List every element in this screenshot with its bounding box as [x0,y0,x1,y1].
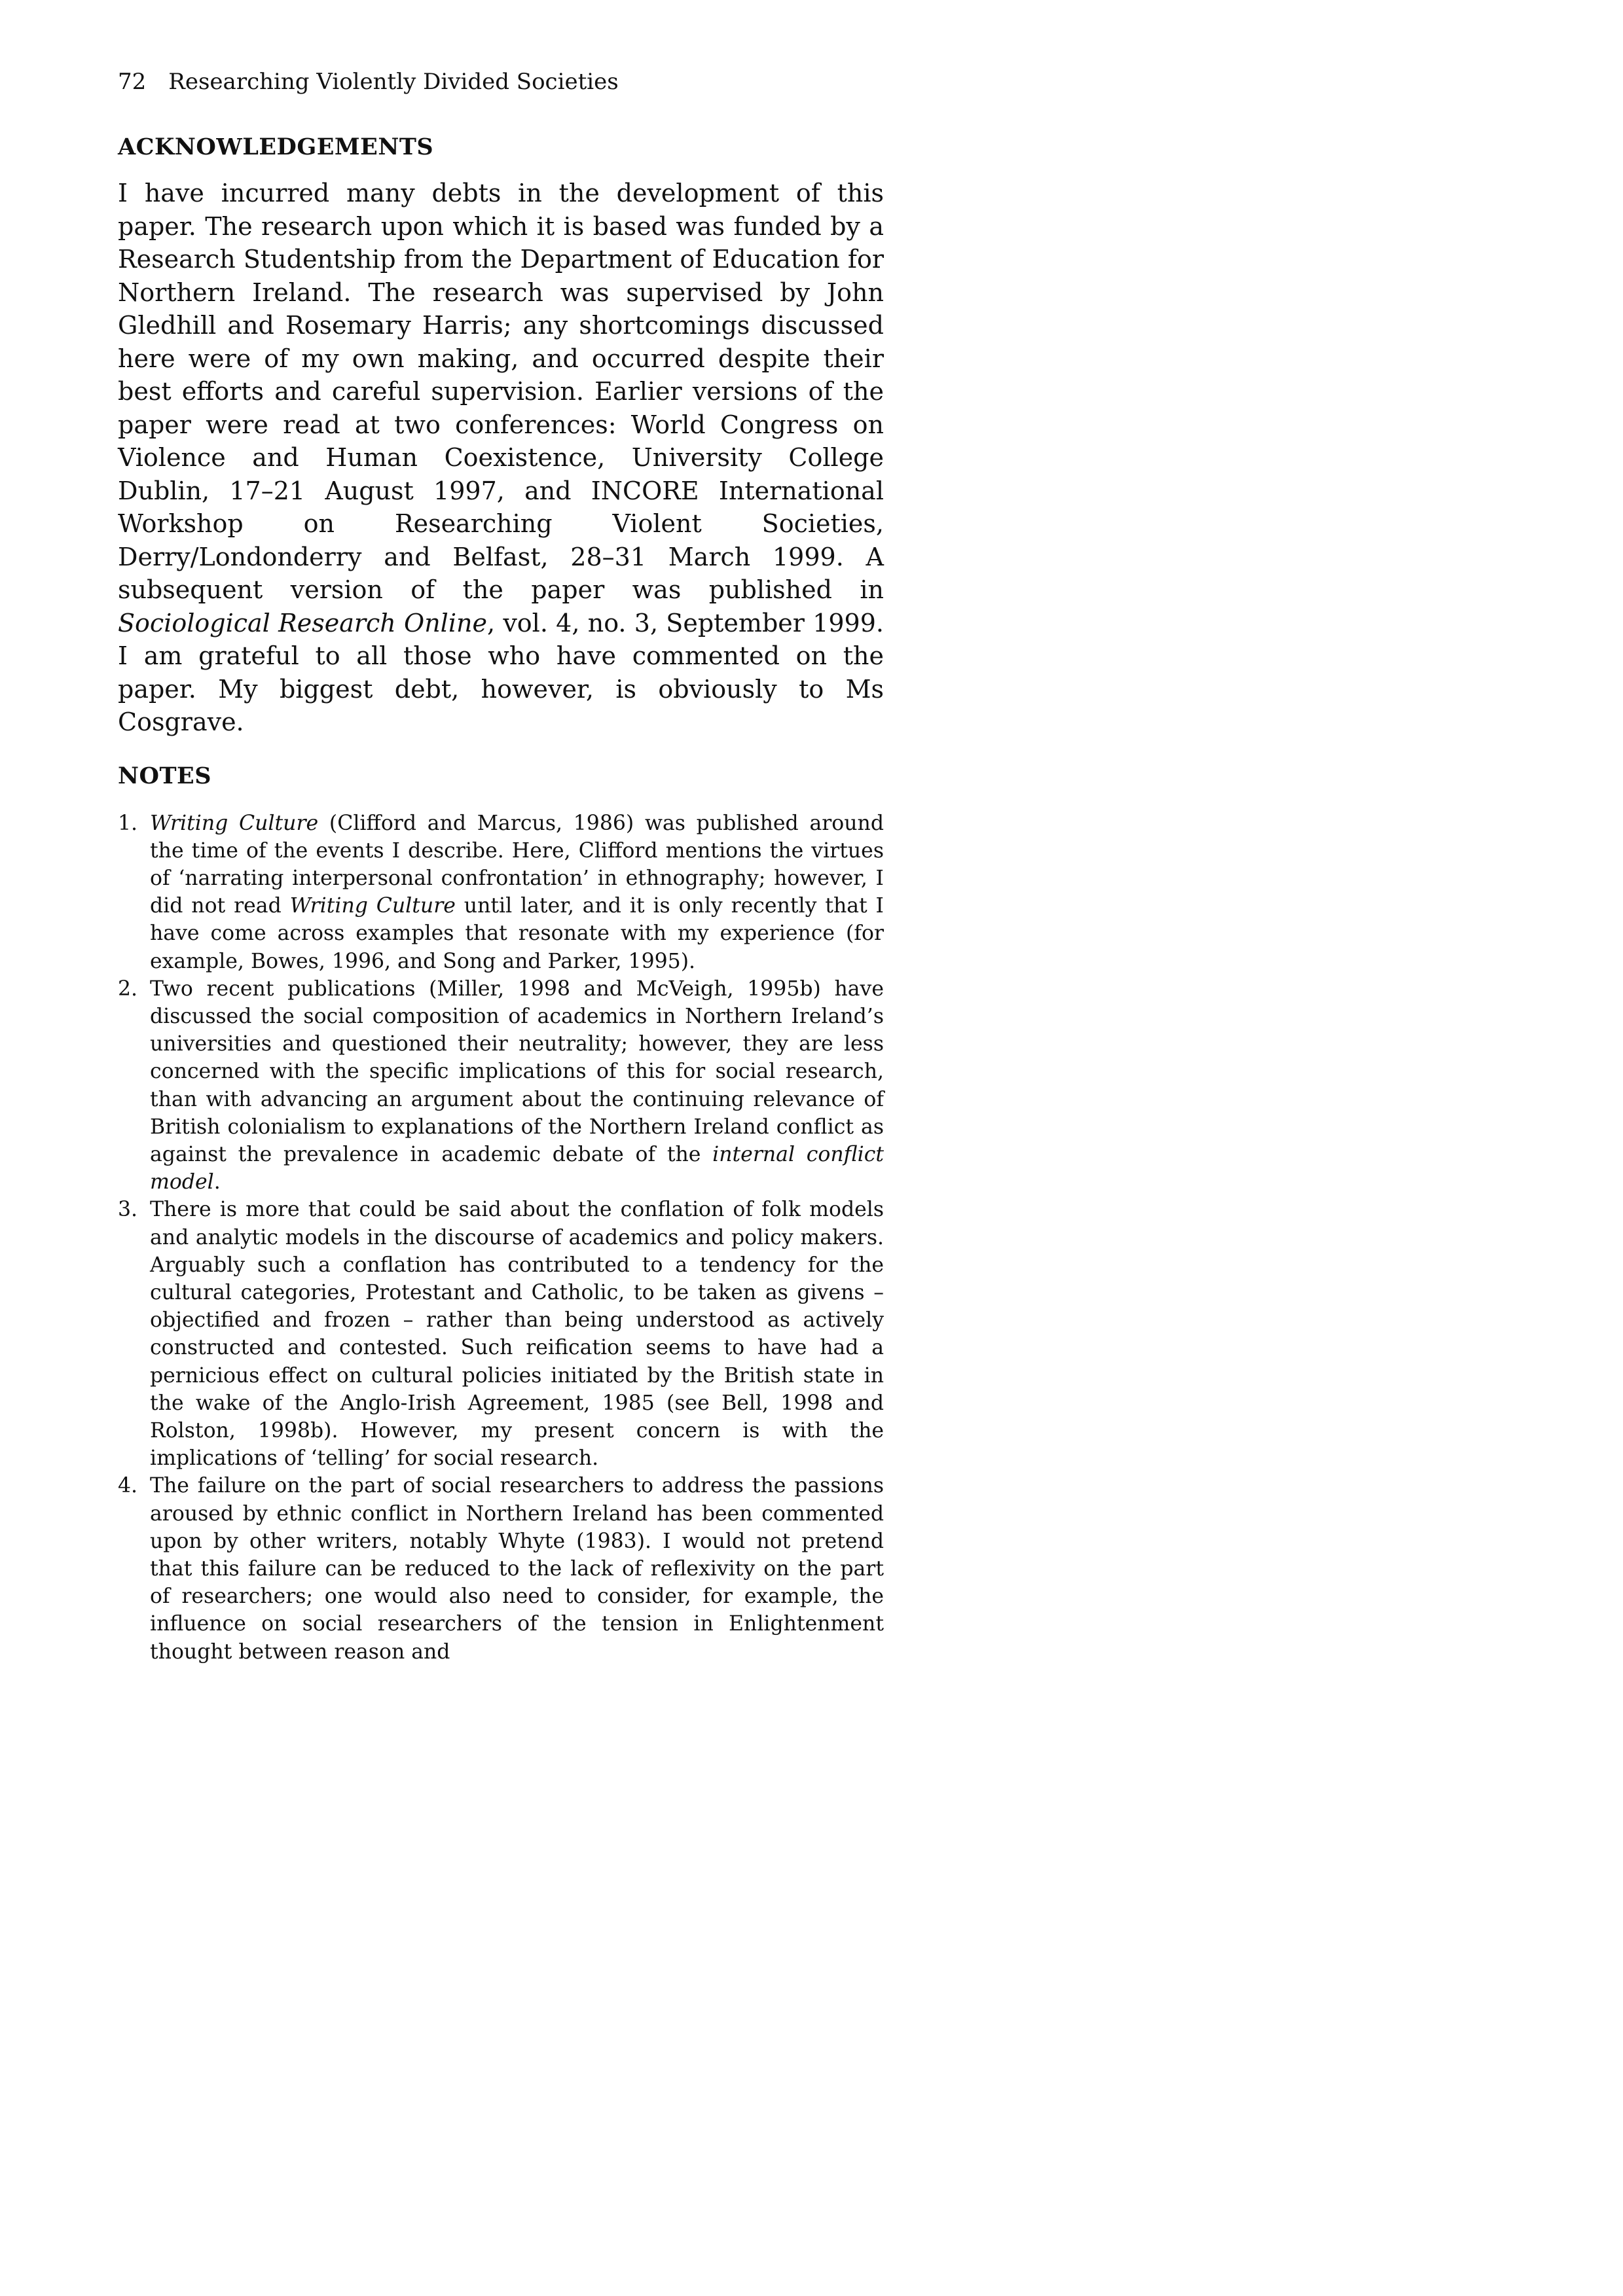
note-italic: internal conflict model [150,1142,884,1194]
page-number: 72 [118,69,147,95]
note-text: The failure on the part of social researchers to address the passions aroused by ethnic conflict in Northern Ireland has been commented upon by other writers, notably Whyte (1983). I would not pretend that this failure can be reduced to the lack of reflexivity on the part of researchers; one would also need to consider, for example, the influence on social researchers of the tension in Enlightenment thought between reason and [150,1474,884,1664]
running-head-title: Researching Violently Divided Societies [168,69,619,95]
note-text: until later, and it is only recently that I have come across examples that resonate with my experience (for example, Bowes, 1996, and Song and Parker, 1995). [150,894,884,973]
note-number: 2. [118,977,138,1001]
note-number: 3. [118,1198,138,1222]
note-3 [118,1196,884,1472]
acknowledgements-heading: ACKNOWLEDGEMENTS [118,134,434,160]
ack-text-1: I have incurred many debts in the development of this paper. The research upon which it is based was funded by a Research Studentship from the Department of Education for Northern Ireland. The research was supervised by John Gledhill and Rosemary Harris; any shortcomings discussed here were of my own making, and occurred despite their best efforts and careful supervision. Earlier versions of the paper were read at two conferences: World Congress on Violence and Human Coexistence, University College Dublin, 17–21 August 1997, and INCORE International Workshop on Researching Violent Societies, Derry/Londonderry and Belfast, 28–31 March 1999. A subsequent version of the paper was published in [118,179,884,604]
note-2 [118,975,884,1196]
running-head [118,65,619,98]
note-number: 1. [118,811,138,835]
note-4 [118,1472,884,1665]
note-italic: Writing Culture [150,811,319,835]
note-1 [118,810,884,975]
acknowledgements-section [118,131,884,739]
note-text: . [213,1170,221,1194]
notes-list [118,810,884,1666]
acknowledgements-paragraph [118,177,884,739]
note-italic: Writing Culture [289,894,456,918]
note-text: There is more that could be said about the conflation of folk models and analytic models in the discourse of academics and policy makers. Arguably such a conflation has contributed to a tendency for the cultural categories, Protestant and Catholic, to be taken as givens – objectified and frozen – rather than being understood as actively constructed and contested. Such reification seems to have had a pernicious effect on cultural policies initiated by the British state in the wake of the Anglo-Irish Agreement, 1985 (see Bell, 1998 and Rolston, 1998b). However, my present concern is with the implications of ‘telling’ for social research. [150,1198,884,1471]
note-text: Two recent publications (Miller, 1998 and McVeigh, 1995b) have discussed the social composition of academics in Northern Ireland’s universities and questioned their neutrality; however, they are less concerned with the specific implications of this for social research, than with advancing an argument about the continuing relevance of British colonialism to explanations of the Northern Ireland conflict as against the prevalence in academic debate of the [150,977,884,1166]
note-number: 4. [118,1474,138,1498]
ack-text-2: , vol. 4, no. 3, September 1999. I am grateful to all those who have commented on the paper. My biggest debt, however, is obviously to Ms Cosgrave. [118,608,884,736]
note-text: (Clifford and Marcus, 1986) was published around the time of the events I describe. Here, Clifford mentions the virtues of ‘narrating interpersonal confrontation’ in ethnography; however, I did not read [150,811,884,918]
ack-journal-title: Sociological Research Online [118,608,487,637]
notes-heading: NOTES [118,762,211,789]
main-content [118,131,884,1666]
notes-section [118,760,884,1666]
